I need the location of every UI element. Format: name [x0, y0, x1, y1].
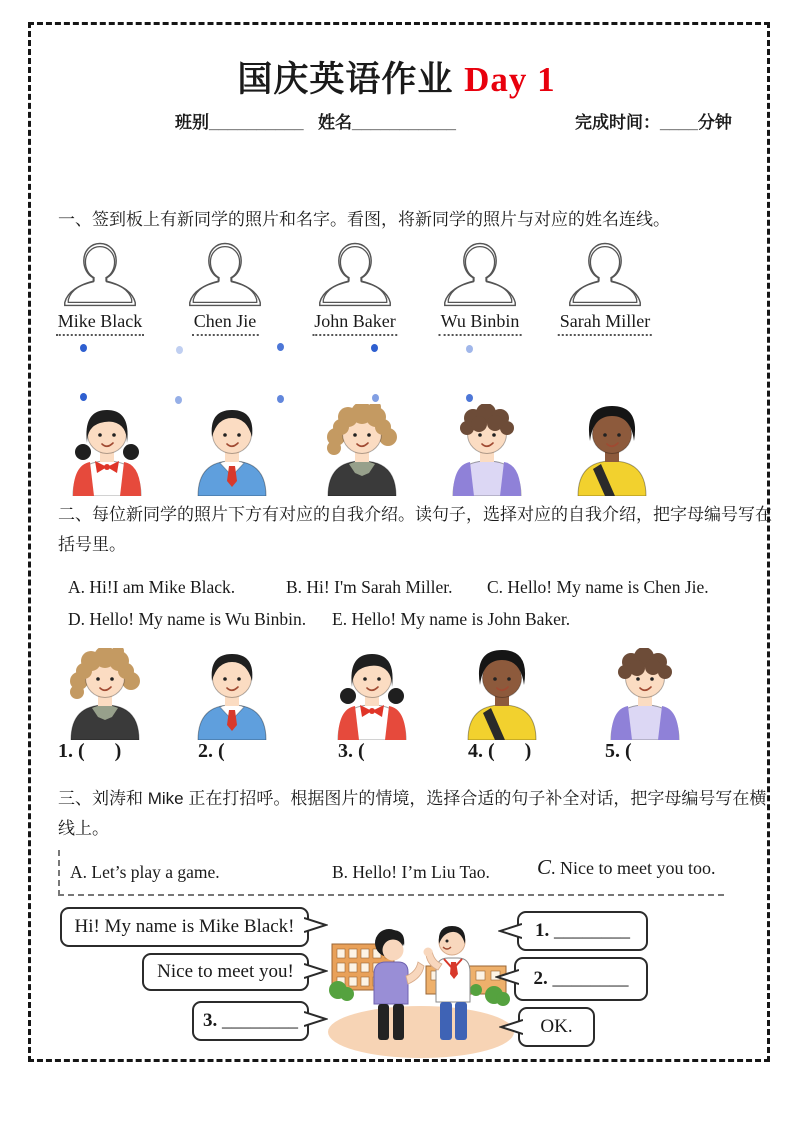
bubble-tail-left-icon: [499, 1018, 523, 1036]
option-a: A. Let’s play a game.: [70, 862, 220, 882]
student-name-sarah-miller: Sarah Miller: [558, 311, 652, 336]
option-d: D. Hello! My name is Wu Binbin.: [68, 609, 307, 629]
option-c-letter: C: [537, 855, 552, 879]
option-b: B. Hello! I’m Liu Tao.: [332, 862, 490, 882]
time-blank-field: 完成时间：____分钟: [575, 113, 732, 132]
answer-slot-2: 2. (: [198, 740, 225, 762]
student-name-chen-jie: Chen Jie: [192, 311, 259, 336]
bubble-tail-left-icon: [495, 968, 519, 986]
avatar-wu-binbin: [570, 404, 654, 496]
silhouette-icon: [185, 237, 265, 311]
silhouette-icon: [565, 237, 645, 311]
avatar-john: [445, 404, 529, 496]
avatar-chen-jie: [330, 648, 414, 740]
speech-bubble-mike-1: Hi! My name is Mike Black!: [60, 907, 309, 947]
name-blank-field: 姓名___________: [318, 113, 457, 132]
answer-slot-3: 3. (: [338, 740, 365, 762]
avatar-wu-binbin: [460, 648, 544, 740]
avatar-sarah: [320, 404, 404, 496]
silhouette-icon: [440, 237, 520, 311]
match-dot: [175, 396, 182, 404]
avatar-mike: [190, 404, 274, 496]
bubble-tail-right-icon: [304, 916, 328, 934]
page-title: [0, 52, 793, 102]
match-dot: [277, 395, 284, 403]
match-dot: [372, 394, 379, 402]
match-dot: [176, 346, 183, 354]
section1-heading: 一、签到板上有新同学的照片和名字。看图，将新同学的照片与对应的姓名连线。: [58, 210, 670, 229]
title-day: Day 1: [464, 60, 556, 99]
bubble-tail-right-icon: [304, 962, 328, 980]
option-c: [537, 855, 715, 880]
section3-heading-line1: 三、刘涛和 Mike 正在打招呼。根据图片的情境，选择合适的句子补全对话，把字母编号写在横: [58, 789, 767, 808]
silhouette-icon: [60, 237, 140, 311]
match-dot: [80, 344, 87, 352]
section3-heading-line2: 线上。: [58, 819, 109, 838]
answer-slot-1: 1. ( ): [58, 740, 122, 762]
match-dot: [466, 394, 473, 402]
match-dot: [466, 345, 473, 353]
student-name-mike-black: Mike Black: [56, 311, 144, 336]
avatar-sarah: [63, 648, 147, 740]
silhouette-icon: [315, 237, 395, 311]
class-blank-field: 班别__________: [175, 113, 304, 132]
student-name-wu-binbin: Wu Binbin: [439, 311, 522, 336]
speech-bubble-blank-1: 1. ________: [517, 911, 648, 951]
speech-bubble-blank-3: 3. ________: [192, 1001, 309, 1041]
title-chinese: 国庆英语作业: [237, 60, 454, 99]
section2-heading-line1: 二、每位新同学的照片下方有对应的自我介绍。读句子，选择对应的自我介绍，把字母编号写在: [58, 505, 772, 524]
avatar-chen-jie: [65, 404, 149, 496]
section2-heading-line2: 括号里。: [58, 535, 126, 554]
bubble-tail-right-icon: [304, 1010, 328, 1028]
answer-slot-4: 4. ( ): [468, 740, 532, 762]
option-e: E. Hello! My name is John Baker.: [332, 609, 571, 629]
match-dot: [277, 343, 284, 351]
bubble-tail-left-icon: [498, 922, 522, 940]
speech-bubble-blank-2: 2. ________: [514, 957, 648, 1001]
option-c-text: . Nice to meet you too.: [551, 858, 716, 878]
avatar-john: [603, 648, 687, 740]
answer-slot-5: 5. (: [605, 740, 632, 762]
option-a: A. Hi!I am Mike Black.: [68, 577, 236, 597]
match-dot: [371, 344, 378, 352]
student-name-john-baker: John Baker: [312, 311, 397, 336]
speech-bubble-mike-2: Nice to meet you!: [142, 953, 309, 991]
match-dot: [80, 393, 87, 401]
option-c: C. Hello! My name is Chen Jie.: [487, 577, 709, 597]
avatar-mike: [190, 648, 274, 740]
speech-bubble-ok: OK.: [518, 1007, 595, 1047]
greeting-illustration: [326, 898, 516, 1060]
option-b: B. Hi! I'm Sarah Miller.: [286, 577, 453, 597]
